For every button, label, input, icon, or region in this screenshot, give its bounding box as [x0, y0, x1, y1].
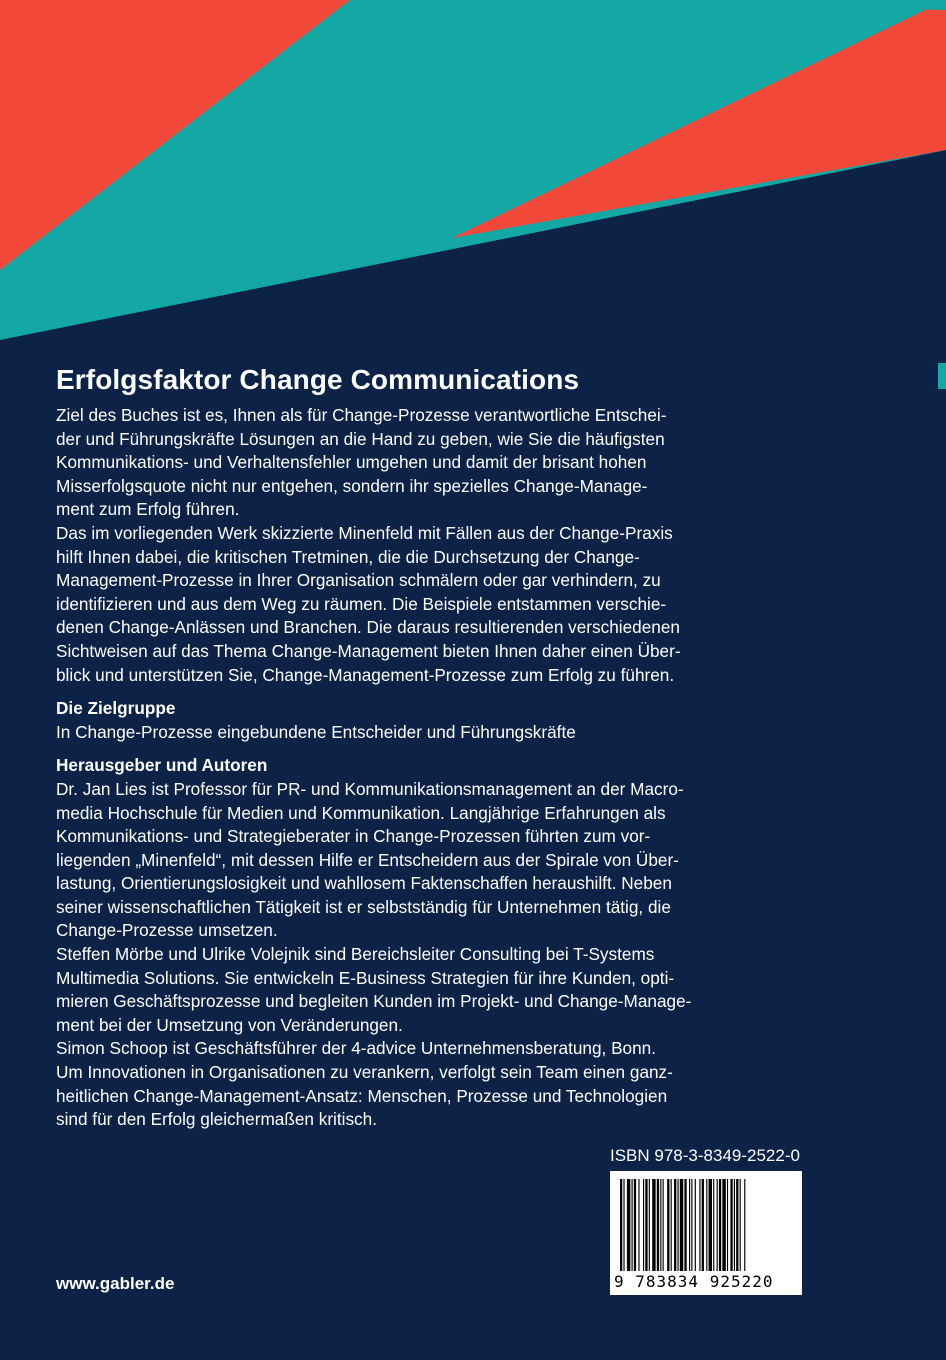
- barcode-bar: [702, 1179, 704, 1271]
- text-line: ment bei der Umsetzung von Veränderungen.: [56, 1014, 403, 1035]
- barcode-digits: 9 783834 925220: [614, 1272, 774, 1291]
- barcode-bar: [744, 1179, 745, 1271]
- text-line: denen Change-Anlässen und Branchen. Die daraus resultierenden verschiedenen: [56, 617, 680, 638]
- barcode-bar: [632, 1179, 633, 1271]
- barcode-bar: [643, 1179, 644, 1271]
- text-line: blick und unterstützen Sie, Change-Management-Prozesse zum Erfolg zu führen.: [56, 664, 675, 685]
- barcode-bar: [671, 1179, 672, 1271]
- intro-paragraph: [56, 404, 816, 687]
- barcode-bar: [623, 1179, 624, 1271]
- barcode-bar: [620, 1179, 622, 1271]
- isbn-block: [610, 1145, 804, 1295]
- text-line: Simon Schoop ist Geschäftsführer der 4-advice Unternehmensberatung, Bonn.: [56, 1038, 656, 1059]
- barcode-bar: [722, 1179, 725, 1271]
- text-line: Das im vorliegenden Werk skizzierte Minenfeld mit Fällen aus der Change-Praxis: [56, 522, 673, 543]
- side-accent-tab: [938, 363, 946, 389]
- barcode-bar: [657, 1179, 659, 1271]
- text-line: Ziel des Buches ist es, Ihnen als für Change-Prozesse verantwortliche Entschei-: [56, 405, 667, 425]
- barcode-bar: [684, 1179, 686, 1271]
- barcode-bar: [649, 1179, 650, 1271]
- barcode: [610, 1171, 802, 1295]
- text-line: Sichtweisen auf das Thema Change-Management bieten Ihnen daher einen Über-: [56, 640, 681, 661]
- barcode-bar: [645, 1179, 647, 1271]
- text-line: seiner wissenschaftlichen Tätigkeit ist er selbstständig für Unternehmen tätig, die: [56, 896, 671, 917]
- isbn-number: ISBN 978-3-8349-2522-0: [610, 1146, 800, 1165]
- text-line: Multimedia Solutions. Sie entwickeln E-Business Strategien für ihre Kunden, opti-: [56, 967, 675, 988]
- barcode-bars: [620, 1179, 792, 1271]
- barcode-bar: [663, 1179, 664, 1271]
- barcode-bar: [691, 1179, 692, 1271]
- barcode-bar: [660, 1179, 661, 1271]
- text-line: lastung, Orientierungslosigkeit und wahllosem Faktenschaffen heraushilft. Neben: [56, 873, 672, 894]
- text-line: media Hochschule für Medien und Kommunikation. Langjährige Erfahrungen als: [56, 802, 666, 823]
- text-line: Um Innovationen in Organisationen zu verankern, verfolgt sein Team einen ganz-: [56, 1062, 673, 1083]
- barcode-bar: [719, 1179, 721, 1271]
- barcode-bar: [667, 1179, 669, 1271]
- text-line: der und Führungskräfte Lösungen an die Hand zu geben, wie Sie die häufigsten: [56, 428, 665, 449]
- text-line: Steffen Mörbe und Ulrike Volejnik sind Bereichsleiter Consulting bei T-Systems: [56, 944, 655, 965]
- autoren-heading: Herausgeber und Autoren: [56, 755, 268, 776]
- text-line: sind für den Erfolg gleichermaßen kritisch.: [56, 1109, 377, 1130]
- zielgruppe-paragraph: [56, 721, 816, 745]
- barcode-bar: [674, 1179, 676, 1271]
- barcode-bar: [695, 1179, 696, 1271]
- cover-geometric-artwork: [0, 0, 946, 340]
- barcode-bar: [736, 1179, 738, 1271]
- barcode-bar: [727, 1179, 728, 1271]
- text-line: mieren Geschäftsprozesse und begleiten Kunden im Projekt- und Change-Manage-: [56, 991, 692, 1012]
- barcode-bar: [730, 1179, 732, 1271]
- barcode-bar: [652, 1179, 655, 1271]
- text-line: Change-Prozesse umsetzen.: [56, 920, 278, 941]
- barcode-bar: [634, 1179, 636, 1271]
- text-line: hilft Ihnen dabei, die kritischen Tretminen, die die Durchsetzung der Change-: [56, 546, 640, 567]
- back-cover-text: [56, 360, 816, 1132]
- barcode-bar: [680, 1179, 683, 1271]
- text-line: Kommunikations- und Strategieberater in Change-Prozessen führten zum vor-: [56, 826, 651, 847]
- text-line: Misserfolgsquote nicht nur entgehen, sondern ihr spezielles Change-Manage-: [56, 475, 648, 496]
- text-line: In Change-Prozesse eingebundene Entscheider und Führungskräfte: [56, 721, 576, 742]
- zielgruppe-heading: Die Zielgruppe: [56, 698, 176, 719]
- barcode-bar: [706, 1179, 707, 1271]
- text-line: Kommunikations- und Verhaltensfehler umgehen und damit der brisant hohen: [56, 452, 647, 473]
- barcode-bar: [734, 1179, 735, 1271]
- barcode-bar: [638, 1179, 639, 1271]
- barcode-bar: [689, 1179, 690, 1271]
- barcode-bar: [627, 1179, 630, 1271]
- text-line: Dr. Jan Lies ist Professor für PR- und Kommunikationsmanagement an der Macro-: [56, 778, 684, 799]
- publisher-website: www.gabler.de: [56, 1274, 175, 1293]
- text-line: identifizieren und aus dem Weg zu räumen. Die Beispiele entstammen verschie-: [56, 593, 667, 614]
- book-title: Erfolgsfaktor Change Communications: [56, 364, 580, 395]
- barcode-bar: [717, 1179, 718, 1271]
- barcode-bar: [709, 1179, 712, 1271]
- text-line: heitlichen Change-Management-Ansatz: Menschen, Prozesse und Technologien: [56, 1085, 668, 1106]
- text-line: Management-Prozesse in Ihrer Organisation schmälern oder gar verhindern, zu: [56, 570, 661, 591]
- text-line: liegenden „Minenfeld“, mit dessen Hilfe er Entscheidern aus der Spirale von Über-: [56, 849, 679, 870]
- barcode-bar: [678, 1179, 679, 1271]
- barcode-bar: [740, 1179, 741, 1271]
- text-line: ment zum Erfolg führen.: [56, 499, 240, 520]
- barcode-bar: [699, 1179, 700, 1271]
- barcode-bar: [713, 1179, 714, 1271]
- autoren-paragraph: [56, 778, 816, 1132]
